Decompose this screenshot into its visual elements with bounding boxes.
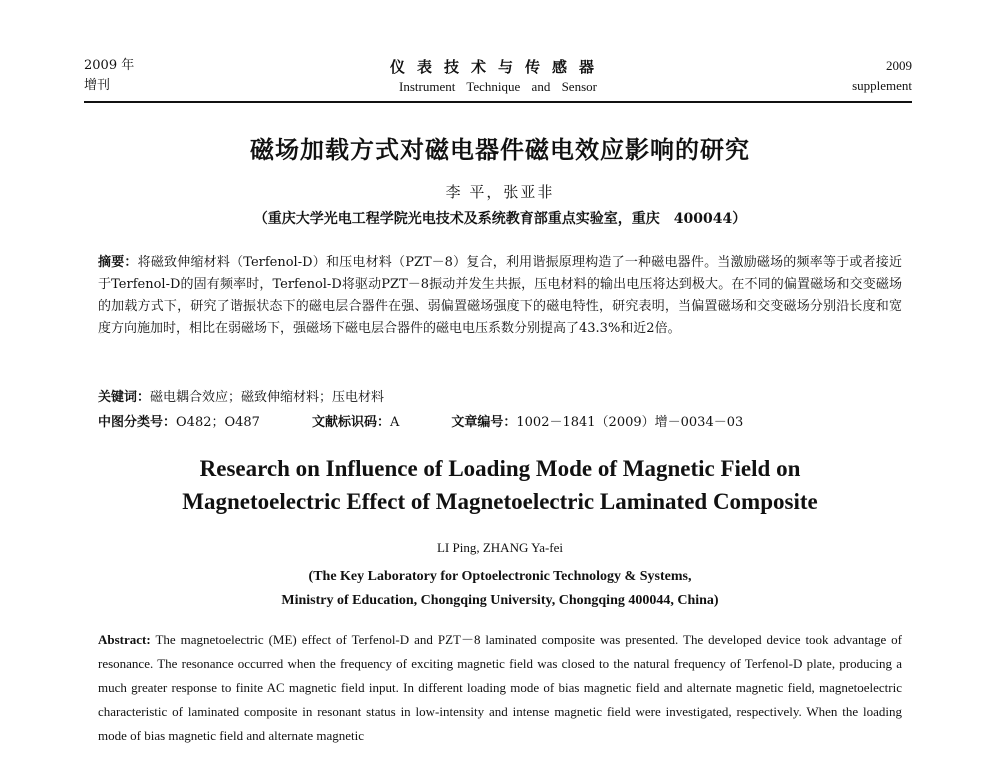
affiliation-en-line2: Ministry of Education, Chongqing University, Chongqing 400044, China) bbox=[281, 593, 719, 608]
abstract-zh-text: 将磁致伸缩材料（Terfenol-D）和压电材料（PZT－8）复合，利用谐振原理构造了一种磁电器件。当激励磁场的频率等于或者接近于Terfenol-D的固有频率时，Terfenol-D将驱动PZT－8振动并发生共振，压电材料的输出电压将达到极大。在不同的偏置磁场和交变磁场的加载方式下，研究了谐振状态下的磁电层合器件在强、弱偏置磁场强度下的磁电特性，研究表明，当偏置磁场和交变磁场分别沿长度和宽度方向施加时，相比在弱磁场下，强磁场下磁电层合器件的磁电电压系数分别提高了43.3%和近2倍。 bbox=[98, 255, 902, 336]
doc-code-value: A bbox=[389, 415, 400, 430]
running-header bbox=[84, 56, 912, 102]
abstract-zh-label: 摘要： bbox=[98, 255, 138, 270]
doc-code-label: 文献标识码： bbox=[311, 415, 390, 430]
abstract-en-text: The magnetoelectric (ME) effect of Terfenol-D and PZT－8 laminated composite was presented. The developed device took advantage of resonance. The resonance occurred when the frequency of exciting magnetic field was closed to the natural frequency of Terfenol-D plate, producing a much greater response to finite AC magnetic field input. In different loading mode of bias magnetic field and alternate magnetic field, magnetoelectric characteristic of laminated composite in resonant status in low-intensity and intense magnetic field were investigated, respectively. When the loading mode of bias magnetic field and alternate magnetic bbox=[98, 632, 902, 743]
abstract-en bbox=[98, 628, 902, 748]
abstract-zh bbox=[98, 252, 902, 340]
title-en bbox=[0, 452, 1000, 518]
classification-line bbox=[98, 413, 902, 433]
affiliation-en bbox=[0, 565, 1000, 613]
header-issue-left: 增刊 bbox=[84, 78, 111, 93]
header-issue-right: supplement bbox=[852, 78, 912, 93]
header-year-right: 2009 bbox=[886, 58, 912, 73]
affiliation-en-line1: (The Key Laboratory for Optoelectronic Technology & Systems, bbox=[308, 569, 692, 584]
journal-name-zh: 仪表技术与传感器 bbox=[389, 58, 606, 76]
header-journal bbox=[84, 56, 912, 96]
article-number-label: 文章编号： bbox=[451, 415, 517, 430]
authors-en: LI Ping, ZHANG Ya-fei bbox=[436, 540, 564, 555]
header-rule bbox=[84, 101, 912, 103]
title-zh: 磁场加载方式对磁电器件磁电效应影响的研究 bbox=[250, 135, 750, 164]
affiliation-zh: （重庆大学光电工程学院光电技术及系统教育部重点实验室，重庆 400044） bbox=[253, 211, 747, 227]
article-number-value: 1002－1841（2009）增－0034－03 bbox=[516, 415, 744, 430]
journal-name-en: Instrument Technique and Sensor bbox=[399, 79, 597, 94]
abstract-en-label: Abstract: bbox=[98, 632, 151, 647]
class-label: 中图分类号： bbox=[98, 415, 177, 430]
authors-zh: 李 平，张亚非 bbox=[445, 183, 555, 201]
keywords-zh-text: 磁电耦合效应；磁致伸缩材料；压电材料 bbox=[150, 390, 385, 405]
class-value: O482；O487 bbox=[176, 415, 260, 430]
title-en-line2: Magnetoelectric Effect of Magnetoelectric Laminated Composite bbox=[182, 489, 818, 514]
keywords-zh bbox=[98, 388, 902, 408]
header-right bbox=[852, 56, 912, 96]
keywords-zh-label: 关键词： bbox=[98, 390, 151, 405]
title-en-line1: Research on Influence of Loading Mode of Magnetic Field on bbox=[199, 456, 801, 481]
header-year-left: 2009 年 bbox=[84, 58, 135, 73]
